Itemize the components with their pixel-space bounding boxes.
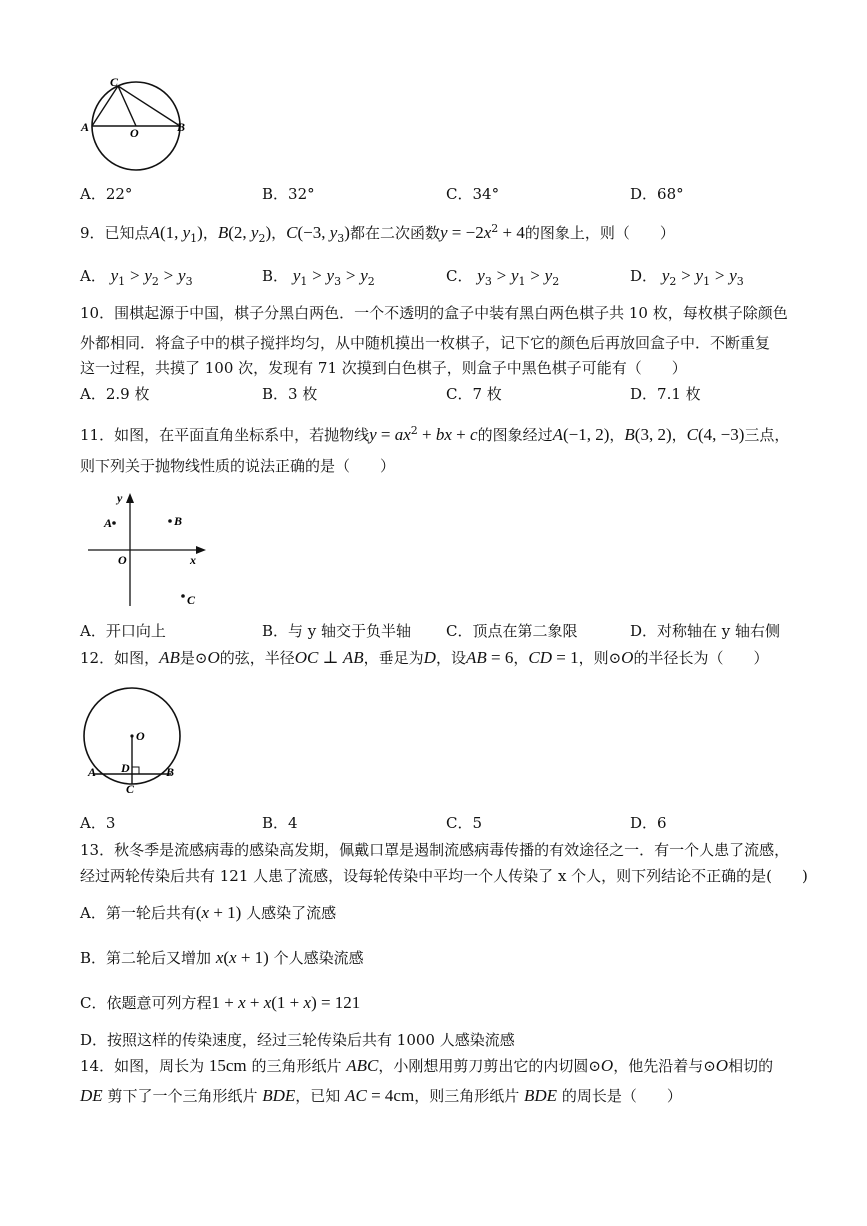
q11-option-d[interactable]: D．对称轴在 y 轴右侧 xyxy=(630,622,781,640)
point-B-label: B xyxy=(174,514,183,528)
q10-option-b[interactable]: B．3 枚 xyxy=(262,385,318,403)
q14-stem-line2: DE 剪下了一个三角形纸片 BDE，已知 AC = 4cm，则三角形纸片 BDE 的周长是（ ） xyxy=(80,1086,682,1105)
q8-option-b[interactable]: B．32° xyxy=(262,185,315,203)
q12-circle-figure xyxy=(80,684,190,800)
q8-option-d[interactable]: D．68° xyxy=(630,185,684,203)
q9-option-a[interactable]: A． $y_1 > y_2 > y_3$ xyxy=(80,266,193,288)
q10-option-a[interactable]: A．2.9 枚 xyxy=(80,385,150,403)
label-A: A xyxy=(88,765,97,779)
label-B: B xyxy=(166,765,175,779)
origin-label: O xyxy=(118,553,127,567)
axis-x-label: x xyxy=(190,553,196,567)
q10-option-c[interactable]: C．7 枚 xyxy=(446,385,502,403)
q10-option-d[interactable]: D．7.1 枚 xyxy=(630,385,701,403)
q13-stem-line2: 经过两轮传染后共有 121 人患了流感，设每轮传染中平均一个人传染了 x 个人，则下列结论不正确的是( ) xyxy=(80,867,808,885)
q12-stem: 12．如图，AB是⊙O的弦，半径OC ⊥ AB，垂足为D，设AB = 6，CD = 1，则⊙O的半径长为（ ） xyxy=(80,648,769,667)
q13-option-a[interactable]: A．第一轮后共有(x + 1) 人感染了流感 xyxy=(80,903,337,922)
q11-stem-line2: 则下列关于抛物线性质的说法正确的是（ ） xyxy=(80,457,396,475)
label-O: O xyxy=(136,729,145,743)
label-C: C xyxy=(110,75,119,89)
q13-option-b[interactable]: B．第二轮后又增加 x(x + 1) 个人感染流感 xyxy=(80,948,364,967)
label-O: O xyxy=(130,126,139,140)
q11-stem-line1: 11．如图，在平面直角坐标系中，若抛物线$y = ax^2$ + bx + c的图象经过A(−1, 2)，B(3, 2)，C(4, −3)三点， xyxy=(80,424,790,444)
q12-option-b[interactable]: B．4 xyxy=(262,814,298,832)
q14-stem-line1: 14．如图，周长为 15cm 的三角形纸片 ABC，小刚想用剪刀剪出它的内切圆⊙O，他先沿着与⊙O相切的 xyxy=(80,1056,774,1075)
q11-option-c[interactable]: C．顶点在第二象限 xyxy=(446,622,578,640)
q11-option-a[interactable]: A．开口向上 xyxy=(80,622,166,640)
point-C-label: C xyxy=(187,593,196,607)
q12-option-a[interactable]: A．3 xyxy=(80,814,116,832)
q12-option-d[interactable]: D．6 xyxy=(630,814,667,832)
q13-option-c[interactable]: C．依题意可列方程1 + x + x(1 + x) = 121 xyxy=(80,993,361,1012)
q10-stem-line1: 10．围棋起源于中国，棋子分黑白两色．一个不透明的盒子中装有黑白两色棋子共 10 枚，每枚棋子除颜色 xyxy=(80,304,788,322)
q11-coordinate-figure xyxy=(84,488,214,616)
q10-stem-line3: 这一过程，共摸了 100 次，发现有 71 次摸到白色棋子，则盒子中黑色棋子可能有（ ） xyxy=(80,359,687,377)
label-A: A xyxy=(81,120,90,134)
axis-y-label: y xyxy=(117,491,123,505)
label-B: B xyxy=(177,120,186,134)
label-D: D xyxy=(121,761,130,775)
q11-option-b[interactable]: B．与 y 轴交于负半轴 xyxy=(262,622,412,640)
q8-option-c[interactable]: C．34° xyxy=(446,185,500,203)
q10-stem-line2: 外都相同．将盒子中的棋子搅拌均匀，从中随机摸出一枚棋子，记下它的颜色后再放回盒子中．不断重复 xyxy=(80,334,771,352)
q9-option-b[interactable]: B． $y_1 > y_3 > y_2$ xyxy=(262,266,375,288)
q9-option-c[interactable]: C． $y_3 > y_1 > y_2$ xyxy=(446,266,560,288)
q8-circle-figure xyxy=(78,74,190,178)
q13-stem-line1: 13．秋冬季是流感病毒的感染高发期，佩戴口罩是遏制流感病毒传播的有效途径之一．有一个人患了流感， xyxy=(80,841,790,859)
label-C: C xyxy=(126,782,135,796)
q9-option-d[interactable]: D． $y_2 > y_1 > y_3$ xyxy=(630,266,744,288)
q12-option-c[interactable]: C．5 xyxy=(446,814,483,832)
q9-stem: 9．已知点A(1, $y_1$)，B(2, $y_2$)，C(−3, $y_3$)都在二次函数$y = -2x^2 + 4$的图象上，则（ ） xyxy=(80,222,675,245)
q13-option-d[interactable]: D．按照这样的传染速度，经过三轮传染后共有 1000 人感染流感 xyxy=(80,1031,515,1049)
q8-option-a[interactable]: A．22° xyxy=(80,185,133,203)
point-A-label: A xyxy=(104,516,113,530)
